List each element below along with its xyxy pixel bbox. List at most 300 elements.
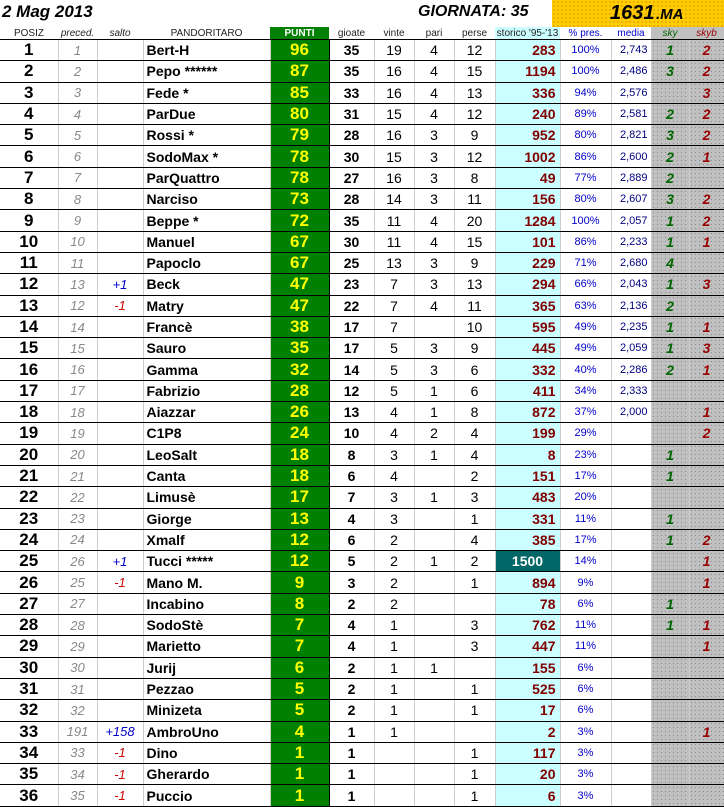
player-name-cell: Fede *: [143, 82, 270, 103]
presence-cell: 17%: [560, 529, 611, 550]
sky-cell: 1: [651, 40, 689, 61]
position-change-cell: [97, 189, 143, 210]
draw-cell: [414, 465, 454, 486]
position-change-cell: -1: [97, 764, 143, 785]
presence-cell: 94%: [560, 82, 611, 103]
previous-position-cell: 32: [58, 700, 97, 721]
played-cell: 5: [329, 551, 374, 572]
lost-cell: 1: [454, 764, 495, 785]
player-name-cell: Minizeta: [143, 700, 270, 721]
position-change-cell: +1: [97, 274, 143, 295]
table-row: [0, 61, 724, 82]
position-change-cell: [97, 444, 143, 465]
lost-cell: 1: [454, 572, 495, 593]
lost-cell: [454, 721, 495, 742]
average-cell: 2,057: [611, 210, 651, 231]
draw-cell: 3: [414, 167, 454, 188]
average-cell: 2,607: [611, 189, 651, 210]
table-row: [0, 721, 724, 742]
played-cell: 28: [329, 125, 374, 146]
draw-cell: 1: [414, 657, 454, 678]
header-row: [0, 27, 724, 40]
lost-cell: 3: [454, 615, 495, 636]
player-name-cell: Beppe *: [143, 210, 270, 231]
average-cell: [611, 615, 651, 636]
presence-cell: 9%: [560, 572, 611, 593]
previous-position-cell: 30: [58, 657, 97, 678]
points-cell: 7: [270, 615, 329, 636]
presence-cell: 86%: [560, 231, 611, 252]
presence-cell: 49%: [560, 316, 611, 337]
storico-cell: 294: [495, 274, 560, 295]
previous-position-cell: 25: [58, 572, 97, 593]
skyb-cell: [689, 487, 724, 508]
position-change-cell: [97, 508, 143, 529]
storico-cell: 117: [495, 742, 560, 763]
draw-cell: 3: [414, 252, 454, 273]
lost-cell: 1: [454, 508, 495, 529]
col-vinte: vinte: [374, 27, 414, 40]
draw-cell: 4: [414, 295, 454, 316]
player-name-cell: LeoSalt: [143, 444, 270, 465]
lost-cell: 9: [454, 338, 495, 359]
position-cell: 7: [0, 167, 58, 188]
position-change-cell: [97, 359, 143, 380]
previous-position-cell: 17: [58, 380, 97, 401]
storico-cell: 240: [495, 103, 560, 124]
presence-cell: 17%: [560, 465, 611, 486]
played-cell: 2: [329, 593, 374, 614]
lost-cell: 12: [454, 103, 495, 124]
played-cell: 17: [329, 338, 374, 359]
storico-cell: 872: [495, 402, 560, 423]
played-cell: 27: [329, 167, 374, 188]
sky-cell: 1: [651, 615, 689, 636]
skyb-cell: [689, 444, 724, 465]
position-cell: 18: [0, 402, 58, 423]
presence-cell: 23%: [560, 444, 611, 465]
played-cell: 7: [329, 487, 374, 508]
position-change-cell: -1: [97, 295, 143, 316]
header: [0, 0, 724, 27]
player-name-cell: SodoMax *: [143, 146, 270, 167]
player-name-cell: Canta: [143, 465, 270, 486]
player-name-cell: Limusè: [143, 487, 270, 508]
skyb-cell: [689, 508, 724, 529]
draw-cell: 3: [414, 359, 454, 380]
position-change-cell: +1: [97, 551, 143, 572]
previous-position-cell: 21: [58, 465, 97, 486]
average-cell: 2,043: [611, 274, 651, 295]
skyb-cell: 2: [689, 423, 724, 444]
position-cell: 8: [0, 189, 58, 210]
won-cell: 16: [374, 61, 414, 82]
previous-position-cell: 10: [58, 231, 97, 252]
giornata-text: GIORNATA:: [418, 3, 507, 20]
position-cell: 9: [0, 210, 58, 231]
position-change-cell: [97, 316, 143, 337]
previous-position-cell: 28: [58, 615, 97, 636]
previous-position-cell: 18: [58, 402, 97, 423]
player-name-cell: Beck: [143, 274, 270, 295]
won-cell: 5: [374, 338, 414, 359]
presence-cell: 80%: [560, 125, 611, 146]
played-cell: 3: [329, 572, 374, 593]
position-cell: 12: [0, 274, 58, 295]
average-cell: 2,600: [611, 146, 651, 167]
storico-cell: 2: [495, 721, 560, 742]
won-cell: 4: [374, 423, 414, 444]
skyb-cell: [689, 764, 724, 785]
played-cell: 17: [329, 316, 374, 337]
presence-cell: 6%: [560, 678, 611, 699]
position-change-cell: [97, 210, 143, 231]
skyb-cell: [689, 465, 724, 486]
col-pari: pari: [414, 27, 454, 40]
draw-cell: 4: [414, 231, 454, 252]
position-change-cell: [97, 338, 143, 359]
won-cell: [374, 742, 414, 763]
draw-cell: 1: [414, 487, 454, 508]
sky-cell: 2: [651, 103, 689, 124]
presence-cell: 3%: [560, 742, 611, 763]
sky-cell: [651, 657, 689, 678]
position-cell: 31: [0, 678, 58, 699]
presence-cell: 11%: [560, 615, 611, 636]
points-cell: 5: [270, 678, 329, 699]
lost-cell: 13: [454, 82, 495, 103]
skyb-cell: 1: [689, 359, 724, 380]
position-cell: 26: [0, 572, 58, 593]
position-cell: 25: [0, 551, 58, 572]
table-row: [0, 125, 724, 146]
average-cell: 2,889: [611, 167, 651, 188]
position-cell: 35: [0, 764, 58, 785]
position-change-cell: [97, 615, 143, 636]
position-cell: 33: [0, 721, 58, 742]
position-change-cell: [97, 423, 143, 444]
storico-cell: 595: [495, 316, 560, 337]
col-punti: PUNTI: [270, 27, 329, 40]
played-cell: 4: [329, 615, 374, 636]
points-cell: 32: [270, 359, 329, 380]
skyb-cell: [689, 593, 724, 614]
played-cell: 2: [329, 657, 374, 678]
won-cell: 1: [374, 721, 414, 742]
points-cell: 9: [270, 572, 329, 593]
won-cell: [374, 764, 414, 785]
won-cell: 3: [374, 444, 414, 465]
points-cell: 4: [270, 721, 329, 742]
won-cell: 1: [374, 615, 414, 636]
played-cell: 10: [329, 423, 374, 444]
position-cell: 34: [0, 742, 58, 763]
position-cell: 5: [0, 125, 58, 146]
skyb-cell: [689, 678, 724, 699]
previous-position-cell: 5: [58, 125, 97, 146]
col-media: media: [611, 27, 651, 40]
player-name-cell: AmbroUno: [143, 721, 270, 742]
presence-cell: 6%: [560, 700, 611, 721]
average-cell: 2,680: [611, 252, 651, 273]
lost-cell: 15: [454, 231, 495, 252]
position-cell: 27: [0, 593, 58, 614]
previous-position-cell: 4: [58, 103, 97, 124]
position-cell: 24: [0, 529, 58, 550]
player-name-cell: Francè: [143, 316, 270, 337]
draw-cell: 4: [414, 61, 454, 82]
points-cell: 1: [270, 785, 329, 806]
won-cell: 7: [374, 274, 414, 295]
presence-cell: 66%: [560, 274, 611, 295]
table-row: [0, 252, 724, 273]
draw-cell: 2: [414, 423, 454, 444]
sky-cell: [651, 764, 689, 785]
position-change-cell: [97, 593, 143, 614]
lost-cell: 1: [454, 700, 495, 721]
table-row: [0, 742, 724, 763]
sky-cell: [651, 636, 689, 657]
draw-cell: 4: [414, 82, 454, 103]
average-cell: [611, 678, 651, 699]
won-cell: 5: [374, 380, 414, 401]
skyb-cell: 2: [689, 40, 724, 61]
skyb-cell: 2: [689, 125, 724, 146]
table-row: [0, 615, 724, 636]
lost-cell: 11: [454, 189, 495, 210]
player-name-cell: Tucci *****: [143, 551, 270, 572]
won-cell: 5: [374, 359, 414, 380]
won-cell: 11: [374, 231, 414, 252]
lost-cell: 1: [454, 678, 495, 699]
average-cell: [611, 593, 651, 614]
date-label: 2 Mag 2013: [2, 2, 93, 21]
col-perse: perse: [454, 27, 495, 40]
storico-cell: 1002: [495, 146, 560, 167]
presence-cell: 3%: [560, 764, 611, 785]
won-cell: 2: [374, 529, 414, 550]
player-name-cell: Matry: [143, 295, 270, 316]
storico-cell: 365: [495, 295, 560, 316]
table-row: [0, 295, 724, 316]
lost-cell: 3: [454, 487, 495, 508]
lost-cell: 15: [454, 61, 495, 82]
presence-cell: 49%: [560, 338, 611, 359]
previous-position-cell: 24: [58, 529, 97, 550]
lost-cell: 9: [454, 252, 495, 273]
position-cell: 6: [0, 146, 58, 167]
skyb-cell: 3: [689, 82, 724, 103]
won-cell: 1: [374, 678, 414, 699]
won-cell: 16: [374, 125, 414, 146]
played-cell: 1: [329, 721, 374, 742]
skyb-cell: 2: [689, 103, 724, 124]
storico-cell: 1194: [495, 61, 560, 82]
table-row: [0, 380, 724, 401]
played-cell: 30: [329, 231, 374, 252]
storico-cell: 151: [495, 465, 560, 486]
player-name-cell: Gamma: [143, 359, 270, 380]
skyb-cell: 2: [689, 189, 724, 210]
skyb-cell: [689, 252, 724, 273]
sky-cell: 2: [651, 359, 689, 380]
played-cell: 6: [329, 465, 374, 486]
position-change-cell: [97, 103, 143, 124]
sky-cell: [651, 572, 689, 593]
sky-cell: 2: [651, 167, 689, 188]
lost-cell: 10: [454, 316, 495, 337]
position-cell: 4: [0, 103, 58, 124]
presence-cell: 20%: [560, 487, 611, 508]
previous-position-cell: 7: [58, 167, 97, 188]
total-score: 1631: [610, 2, 655, 24]
draw-cell: 1: [414, 402, 454, 423]
player-name-cell: Xmalf: [143, 529, 270, 550]
position-change-cell: [97, 402, 143, 423]
won-cell: 13: [374, 252, 414, 273]
points-cell: 17: [270, 487, 329, 508]
previous-position-cell: 13: [58, 274, 97, 295]
position-change-cell: [97, 529, 143, 550]
points-cell: 12: [270, 529, 329, 550]
points-cell: 26: [270, 402, 329, 423]
standings-table: [0, 27, 724, 807]
skyb-cell: 1: [689, 146, 724, 167]
table-row: [0, 551, 724, 572]
draw-cell: 3: [414, 274, 454, 295]
average-cell: 2,486: [611, 61, 651, 82]
player-name-cell: Narciso: [143, 189, 270, 210]
previous-position-cell: 19: [58, 423, 97, 444]
average-cell: 2,059: [611, 338, 651, 359]
storico-cell: 155: [495, 657, 560, 678]
won-cell: 11: [374, 210, 414, 231]
points-cell: 87: [270, 61, 329, 82]
skyb-cell: 2: [689, 61, 724, 82]
skyb-cell: 2: [689, 529, 724, 550]
draw-cell: 4: [414, 40, 454, 61]
draw-cell: 4: [414, 103, 454, 124]
played-cell: 1: [329, 785, 374, 806]
player-name-cell: Dino: [143, 742, 270, 763]
previous-position-cell: 9: [58, 210, 97, 231]
position-cell: 14: [0, 316, 58, 337]
skyb-cell: 2: [689, 210, 724, 231]
sky-cell: 1: [651, 593, 689, 614]
presence-cell: 11%: [560, 508, 611, 529]
draw-cell: [414, 742, 454, 763]
player-name-cell: ParQuattro: [143, 167, 270, 188]
position-change-cell: [97, 678, 143, 699]
draw-cell: [414, 593, 454, 614]
skyb-cell: 1: [689, 231, 724, 252]
average-cell: 2,581: [611, 103, 651, 124]
position-change-cell: [97, 636, 143, 657]
sky-cell: [651, 700, 689, 721]
storico-cell: 952: [495, 125, 560, 146]
storico-cell: 6: [495, 785, 560, 806]
storico-cell: 385: [495, 529, 560, 550]
position-change-cell: [97, 146, 143, 167]
previous-position-cell: 191: [58, 721, 97, 742]
lost-cell: 3: [454, 636, 495, 657]
table-row: [0, 146, 724, 167]
skyb-cell: 1: [689, 615, 724, 636]
average-cell: 2,576: [611, 82, 651, 103]
sky-cell: [651, 487, 689, 508]
storico-cell: 49: [495, 167, 560, 188]
position-cell: 16: [0, 359, 58, 380]
player-name-cell: ParDue: [143, 103, 270, 124]
won-cell: 1: [374, 657, 414, 678]
table-row: [0, 40, 724, 61]
sky-cell: 1: [651, 210, 689, 231]
won-cell: 7: [374, 295, 414, 316]
points-cell: 8: [270, 593, 329, 614]
lost-cell: 8: [454, 167, 495, 188]
previous-position-cell: 26: [58, 551, 97, 572]
presence-cell: 6%: [560, 593, 611, 614]
points-cell: 78: [270, 146, 329, 167]
average-cell: [611, 487, 651, 508]
won-cell: 14: [374, 189, 414, 210]
played-cell: 23: [329, 274, 374, 295]
storico-cell: 229: [495, 252, 560, 273]
storico-cell: 411: [495, 380, 560, 401]
lost-cell: 6: [454, 359, 495, 380]
presence-cell: 100%: [560, 40, 611, 61]
lost-cell: 13: [454, 274, 495, 295]
previous-position-cell: 3: [58, 82, 97, 103]
table-row: [0, 423, 724, 444]
table-row: [0, 189, 724, 210]
average-cell: 2,821: [611, 125, 651, 146]
sky-cell: [651, 402, 689, 423]
position-cell: 20: [0, 444, 58, 465]
player-name-cell: Manuel: [143, 231, 270, 252]
lost-cell: 4: [454, 444, 495, 465]
lost-cell: [454, 593, 495, 614]
points-cell: 1: [270, 764, 329, 785]
position-cell: 17: [0, 380, 58, 401]
skyb-cell: [689, 167, 724, 188]
col-salto: salto: [97, 27, 143, 40]
position-cell: 3: [0, 82, 58, 103]
presence-cell: 40%: [560, 359, 611, 380]
presence-cell: 100%: [560, 210, 611, 231]
table-row: [0, 764, 724, 785]
presence-cell: 63%: [560, 295, 611, 316]
points-cell: 79: [270, 125, 329, 146]
storico-cell: 332: [495, 359, 560, 380]
points-cell: 96: [270, 40, 329, 61]
draw-cell: [414, 316, 454, 337]
lost-cell: 1: [454, 785, 495, 806]
average-cell: 2,333: [611, 380, 651, 401]
sky-cell: 1: [651, 465, 689, 486]
table-row: [0, 572, 724, 593]
draw-cell: [414, 529, 454, 550]
presence-cell: 100%: [560, 61, 611, 82]
average-cell: [611, 551, 651, 572]
lost-cell: 4: [454, 423, 495, 444]
average-cell: 2,136: [611, 295, 651, 316]
won-cell: 16: [374, 167, 414, 188]
player-name-cell: Giorge: [143, 508, 270, 529]
presence-cell: 3%: [560, 721, 611, 742]
average-cell: [611, 423, 651, 444]
presence-cell: 80%: [560, 189, 611, 210]
